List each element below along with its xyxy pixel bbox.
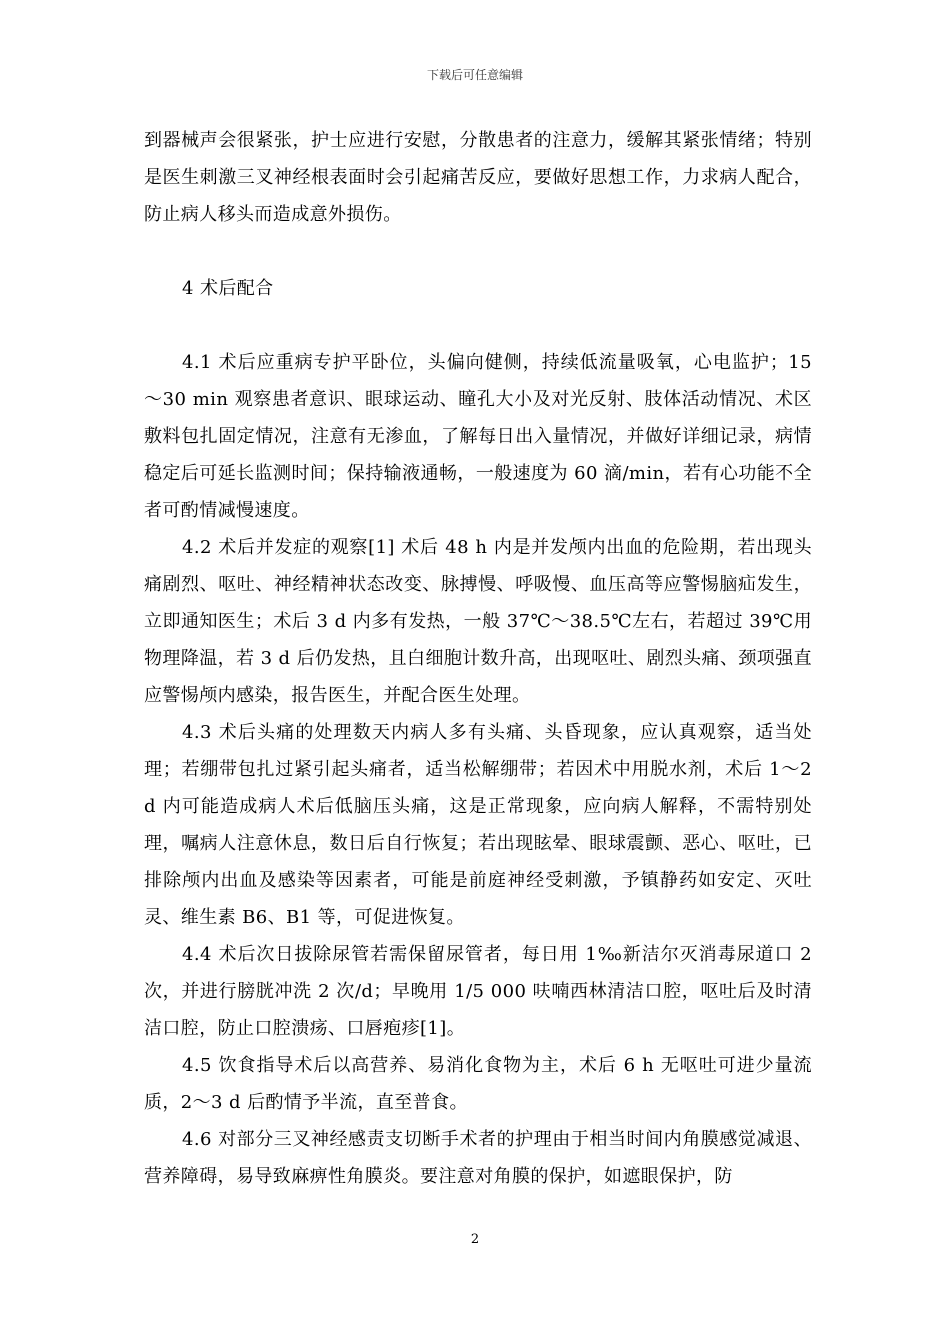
section-heading: 4 术后配合: [182, 278, 274, 299]
paragraph-4-3: 4.3 术后头痛的处理数天内病人多有头痛、头昏现象，应认真观察，适当处理；若绷带包扎过紧引起头痛者，适当松解绷带；若因术中用脱水剂，术后 1～2 d 内可能造成病人术后低脑压头痛，这是正常现象，应向病人解释，不需特别处理，嘱病人注意休息，数日后自行恢复；若出现眩晕、眼球震颤、恶心、呕吐，已排除颅内出血及感染等因素者，可能是前庭神经受刺激，予镇静药如安定、灭吐灵、维生素 B6、B1 等，可促进恢复。: [144, 722, 812, 928]
intro-paragraph: 到器械声会很紧张，护士应进行安慰，分散患者的注意力，缓解其紧张情绪；特别是医生刺激三叉神经根表面时会引起痛苦反应，要做好思想工作，力求病人配合，防止病人移头而造成意外损伤。: [144, 130, 812, 225]
document-body: [144, 122, 812, 1195]
paragraph-4-5: 4.5 饮食指导术后以高营养、易消化食物为主，术后 6 h 无呕吐可进少量流质，2～3 d 后酌情予半流，直至普食。: [144, 1055, 812, 1113]
paragraph-4-1: 4.1 术后应重病专护平卧位，头偏向健侧，持续低流量吸氧，心电监护；15～30 min 观察患者意识、眼球运动、瞳孔大小及对光反射、肢体活动情况、术区敷料包扎固定情况，注意有无渗血，了解每日出入量情况，并做好详细记录，病情稳定后可延长监测时间；保持输液通畅，一般速度为 60 滴/min，若有心功能不全者可酌情减慢速度。: [144, 352, 812, 521]
paragraph-4-6: 4.6 对部分三叉神经感责支切断手术者的护理由于相当时间内角膜感觉减退、营养障碍，易导致麻痹性角膜炎。要注意对角膜的保护，如遮眼保护，防: [144, 1129, 812, 1187]
page-header: 下载后可任意编辑: [426, 68, 523, 82]
page-number: 2: [470, 1232, 480, 1247]
paragraph-4-2: 4.2 术后并发症的观察[1] 术后 48 h 内是并发颅内出血的危险期，若出现头痛剧烈、呕吐、神经精神状态改变、脉搏慢、呼吸慢、血压高等应警惕脑疝发生，立即通知医生；术后 3 d 内多有发热，一般 37℃～38.5℃左右，若超过 39℃用物理降温，若 3 d 后仍发热，且白细胞计数升高，出现呕吐、剧烈头痛、颈项强直应警惕颅内感染，报告医生，并配合医生处理。: [144, 537, 812, 706]
paragraph-4-4: 4.4 术后次日拔除尿管若需保留尿管者，每日用 1‰新洁尔灭消毒尿道口 2 次，并进行膀胱冲洗 2 次/d；早晚用 1/5 000 呋喃西林清洁口腔，呕吐后及时清洁口腔，防止口腔溃疡、口唇疱疹[1]。: [144, 944, 812, 1039]
